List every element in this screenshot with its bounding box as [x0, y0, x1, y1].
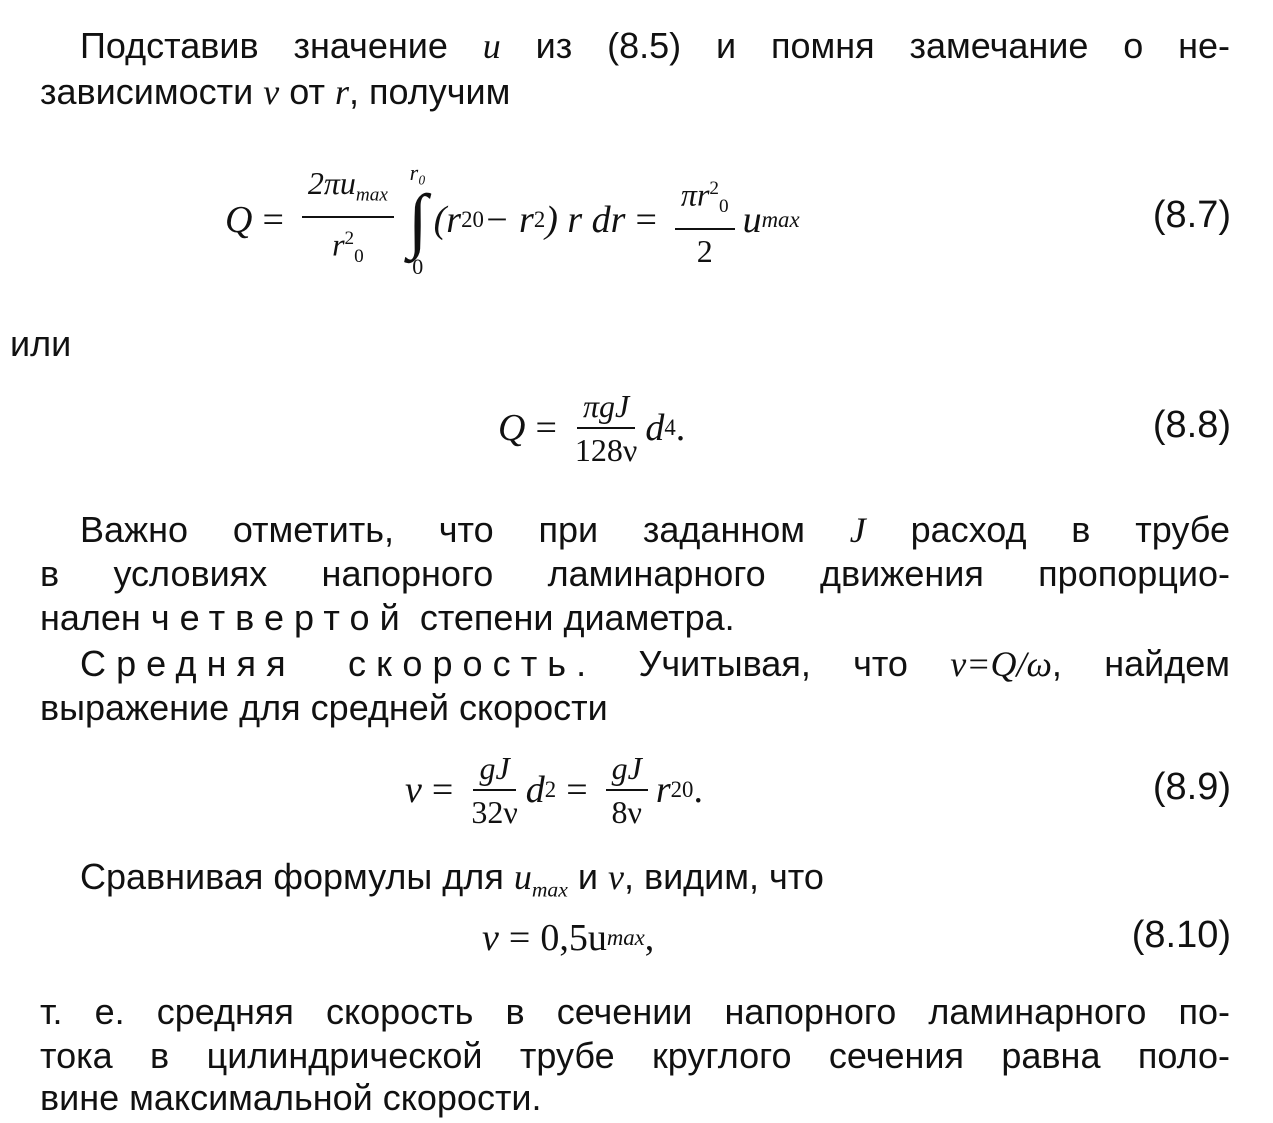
formula-8-7: Q = $\frac{2\pi u_{max}}{r^2_0}$ r₀ ∫ 0 (r 2 0 − r 2 ) r dr = $\frac{\pi r^2_0}{2}$ u max: [225, 160, 800, 279]
paragraph-5-line-2: тока в цилиндрической трубе круглого сечения равна поло-: [40, 1035, 1230, 1076]
formula-8-8: Q = $\frac{\text{πgJ}}{128\nu}$ d 4 .: [498, 388, 686, 468]
fraction: $\frac{gJ}{8\nu}$: [606, 749, 648, 831]
paragraph-2-line-2: в условиях напорного ламинарного движения пропорцио-: [40, 553, 1230, 594]
paragraph-1-line-2: зависимости v от r, получим: [40, 71, 511, 112]
paragraph-2-line-3: нален четвертой степени диаметра.: [40, 597, 735, 638]
formula-8-10: v = 0,5u max ,: [482, 917, 655, 959]
integral-sign: r₀ ∫ 0: [407, 160, 428, 279]
equation-number: (8.10): [1131, 914, 1231, 956]
paragraph-4: Сравнивая формулы для $u_{max}$ и v, видим, что: [80, 856, 824, 902]
fraction: $\frac{\text{πgJ}}{128\nu}$: [574, 388, 638, 468]
paragraph-5-line-3: вине максимальной скорости.: [40, 1077, 542, 1118]
paragraph-3-line-1: Средняя скорость. Учитывая, что v=Q/ω, найдем: [80, 643, 1230, 684]
fraction: $\frac{2\pi u_{max}}{r^2_0}$: [302, 164, 394, 277]
fraction: $\frac{\pi r^2_0}{2}$: [675, 170, 735, 270]
equation-number: (8.7): [1152, 194, 1231, 236]
paragraph-5-line-1: т. е. средняя скорость в сечении напорного ламинарного по-: [40, 991, 1230, 1032]
paragraph-2-line-1: Важно отметить, что при заданном J расход в трубе: [80, 509, 1230, 550]
paragraph-3-line-2: выражение для средней скорости: [40, 687, 608, 728]
paragraph-1-line-1: Подставив значение u из (8.5) и помня замечание о не-: [80, 25, 1230, 66]
word-or: или: [10, 323, 72, 364]
equation-number: (8.9): [1152, 766, 1231, 808]
fraction: $\frac{gJ}{32\nu}$: [471, 750, 518, 830]
equation-number: (8.8): [1152, 404, 1231, 446]
formula-8-9: v = $\frac{gJ}{32\nu}$ d 2 = $\frac{gJ}{8\nu}$ r 2 0 .: [405, 750, 703, 830]
